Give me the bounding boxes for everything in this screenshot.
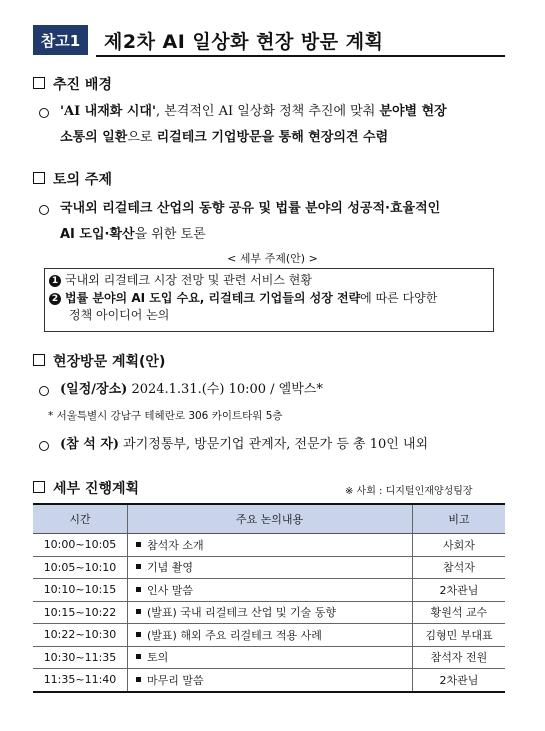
note-cell: 참석자 전원 — [413, 646, 506, 669]
table-row — [33, 646, 505, 669]
table-row — [33, 601, 505, 624]
detail-topics-heading: < 세부 주제(안) > — [227, 252, 318, 265]
emphasis-text: AI 도입·확산 — [60, 227, 135, 242]
emphasis-text: 분야별 현장 — [379, 104, 447, 119]
number-2-icon: 2 — [49, 293, 61, 305]
time-cell: 10:10~10:15 — [33, 579, 128, 602]
square-bullet-icon — [136, 677, 141, 682]
square-bullet-icon — [136, 632, 141, 637]
content-cell — [128, 601, 413, 624]
detail-topics-box — [44, 268, 494, 332]
content-cell — [128, 579, 413, 602]
square-bullet-icon — [136, 609, 141, 614]
content-cell — [128, 624, 413, 647]
content-cell — [128, 669, 413, 692]
section-heading-text: 세부 진행계획 — [53, 481, 140, 497]
note-cell: 참석자 — [413, 556, 506, 579]
time-cell: 10:05~10:10 — [33, 556, 128, 579]
emphasis-text: 소통의 일환 — [60, 130, 128, 145]
square-bullet-icon — [136, 587, 141, 592]
square-bullet-icon — [136, 654, 141, 659]
circle-bullet-icon — [39, 107, 49, 121]
note-cell: 사회자 — [413, 534, 506, 557]
visit-date-value: 2024.1.31.(수) 10:00 / 엘박스* — [131, 382, 323, 397]
column-header-time: 시간 — [33, 504, 128, 534]
section-heading-text: 토의 주제 — [53, 172, 112, 188]
page-title: 제2차 AI 일상화 현장 방문 계획 — [104, 31, 384, 53]
square-bullet-icon — [33, 172, 45, 184]
time-cell: 10:30~11:35 — [33, 646, 128, 669]
content-text: 마무리 말씀 — [147, 673, 204, 687]
section-heading-schedule — [33, 478, 139, 498]
section-heading-background — [33, 74, 112, 94]
table-row — [33, 669, 505, 692]
time-cell: 11:35~11:40 — [33, 669, 128, 692]
note-cell: 2차관님 — [413, 669, 506, 692]
attendee-value: 과기정통부, 방문기업 관계자, 전문가 등 총 10인 내외 — [123, 437, 429, 452]
circle-bullet-icon — [39, 204, 49, 218]
content-text: 인사 말씀 — [147, 583, 194, 597]
square-bullet-icon — [33, 354, 45, 366]
content-cell — [128, 556, 413, 579]
note-cell: 2차관님 — [413, 579, 506, 602]
background-paragraph — [60, 99, 510, 151]
visit-date-label: (일정/장소) — [60, 382, 128, 397]
column-header-note: 비고 — [413, 504, 506, 534]
topic-item-text: 법률 분야의 AI 도입 수요, 리걸테크 기업들의 성장 전략 — [65, 291, 361, 305]
body-text: 을 위한 토론 — [134, 227, 206, 242]
title-underline — [96, 55, 505, 57]
time-cell: 10:15~10:22 — [33, 601, 128, 624]
table-row — [33, 556, 505, 579]
table-row — [33, 534, 505, 557]
table-header-row — [33, 504, 505, 534]
topics-paragraph — [60, 196, 510, 248]
column-header-content: 주요 논의내용 — [128, 504, 413, 534]
section-heading-text: 현장방문 계획(안) — [53, 354, 166, 370]
content-text: 참석자 소개 — [147, 538, 204, 552]
emphasis-text: 'AI 내재화 시대' — [60, 104, 156, 119]
body-text: 국내외 리걸테크 산업의 동향 공유 및 법률 분야의 성공적·효율적인 — [60, 201, 441, 216]
topic-item-text: 국내외 리걸테크 시장 전망 및 관련 서비스 현황 — [65, 273, 312, 287]
content-text: (발표) 해외 주요 리걸테크 적용 사례 — [147, 628, 322, 642]
note-cell: 김형민 부대표 — [413, 624, 506, 647]
emphasis-text: 리걸테크 기업방문을 통해 현장의견 수렴 — [156, 130, 389, 145]
square-bullet-icon — [136, 564, 141, 569]
title-badge: 참고1 — [33, 25, 88, 55]
section-heading-topics — [33, 169, 112, 189]
content-cell — [128, 534, 413, 557]
square-bullet-icon — [136, 542, 141, 547]
topic-item-text: 에 따른 다양한 — [360, 291, 438, 305]
circle-bullet-icon — [39, 385, 49, 399]
table-row — [33, 579, 505, 602]
time-cell: 10:22~10:30 — [33, 624, 128, 647]
attendee-line — [60, 433, 428, 452]
content-text: 토의 — [147, 651, 169, 665]
content-text: 기념 촬영 — [147, 561, 194, 575]
section-heading-visit — [33, 351, 165, 371]
section-heading-text: 추진 배경 — [53, 77, 112, 93]
note-cell: 황원석 교수 — [413, 601, 506, 624]
square-bullet-icon — [33, 481, 45, 493]
table-row — [33, 624, 505, 647]
content-cell — [128, 646, 413, 669]
number-1-icon: 1 — [49, 275, 61, 287]
time-cell: 10:00~10:05 — [33, 534, 128, 557]
topic-item-2 — [49, 290, 437, 324]
square-bullet-icon — [33, 77, 45, 89]
body-text: , 본격적인 AI 일상화 정책 추진에 맞춰 — [155, 104, 380, 119]
topic-item-1 — [49, 272, 312, 289]
attendee-label: (참 석 자) — [60, 437, 120, 452]
topic-item-text: 정책 아이디어 논의 — [69, 308, 170, 322]
body-text: 으로 — [127, 130, 157, 145]
address-note: * 서울특별시 강남구 테헤란로 306 카이트타워 5층 — [48, 410, 283, 422]
visit-date-line — [60, 378, 323, 397]
circle-bullet-icon — [39, 440, 49, 454]
content-text: (발표) 국내 리걸테크 산업 및 기술 동향 — [147, 606, 336, 620]
host-note: ※ 사회 : 디지털인재양성팀장 — [345, 486, 473, 497]
schedule-table — [33, 503, 505, 693]
